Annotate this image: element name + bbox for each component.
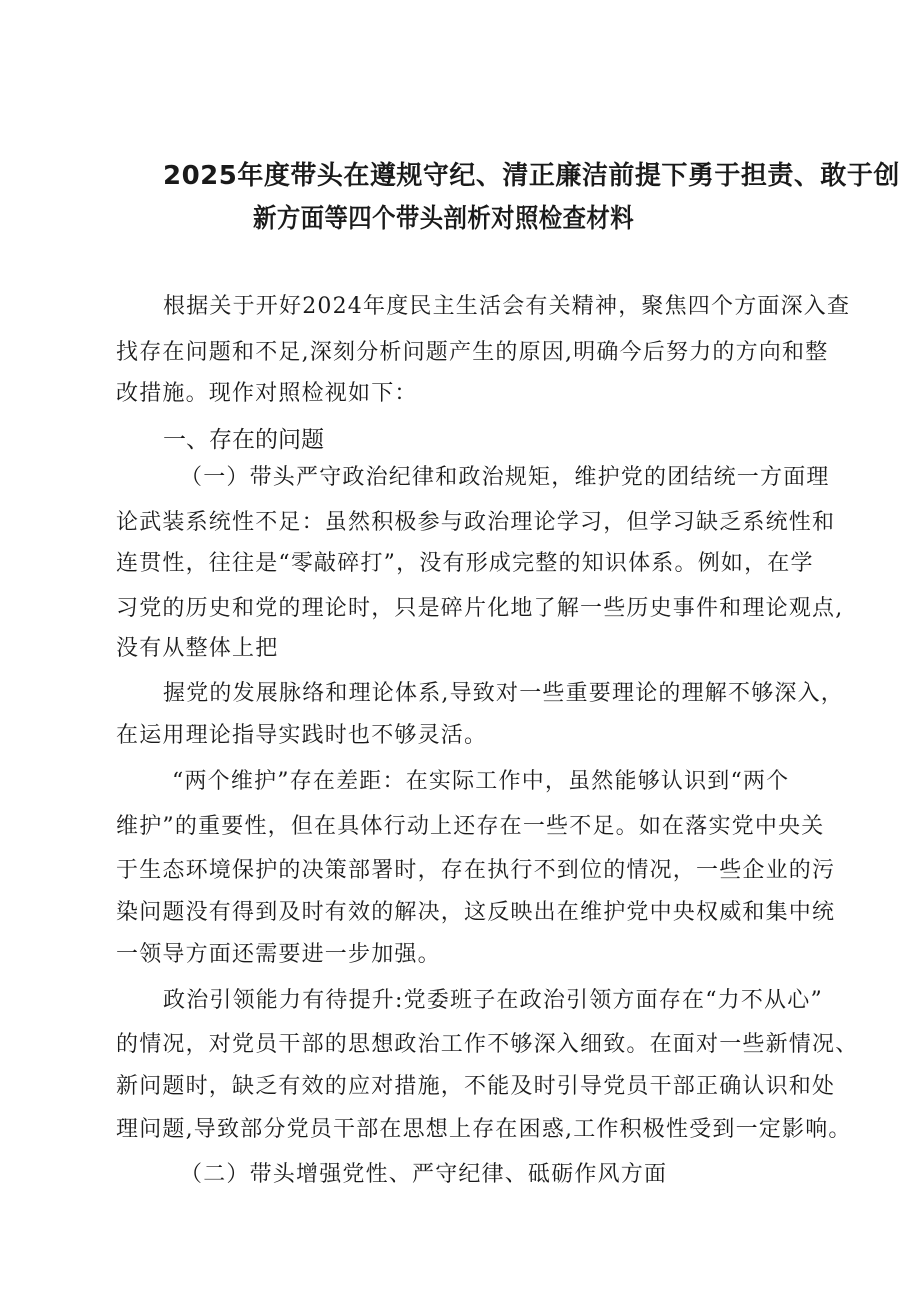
paragraph-line: 连贯性，往往是“零敲碎打”，没有形成完整的知识体系。例如，在学 — [116, 551, 814, 576]
paragraph-line: 的情况，对党员干部的思想政治工作不够深入细致。在面对一些新情况、 — [116, 1032, 859, 1057]
paragraph-line: 维护”的重要性，但在具体行动上还存在一些不足。如在落实党中央关 — [116, 814, 825, 839]
paragraph-line: 没有从整体上把 — [116, 636, 279, 661]
paragraph-line: 新问题时，缺乏有效的应对措施，不能及时引导党员干部正确认识和处 — [116, 1074, 836, 1099]
paragraph-line: （一）带头严守政治纪律和政治规矩，维护党的团结统一方面理 — [180, 465, 830, 490]
paragraph-line: 政治引领能力有待提升:党委班子在政治引领方面存在“力不从心” — [163, 988, 823, 1013]
document-title-line-2: 新方面等四个带头剖析对照检查材料 — [253, 204, 635, 234]
paragraph-line: 于生态环境保护的决策部署时，存在执行不到位的情况，一些企业的污 — [116, 858, 836, 883]
paragraph-line: “两个维护”存在差距：在实际工作中，虽然能够认识到“两个 — [172, 769, 790, 794]
paragraph-line: 一领导方面还需要进一步加强。 — [116, 942, 441, 967]
paragraph-line: 握党的发展脉络和理论体系,导致对一些重要理论的理解不够深入， — [163, 681, 844, 706]
document-title-line-1: 2025年度带头在遵规守纪、清正廉洁前提下勇于担责、敢于创 — [163, 161, 900, 191]
paragraph-line: 染问题没有得到及时有效的解决，这反映出在维护党中央权威和集中统 — [116, 900, 836, 925]
intro-line: 找存在问题和不足,深刻分析问题产生的原因,明确今后努力的方向和整 — [116, 340, 829, 365]
paragraph-line: 习党的历史和党的理论时，只是碎片化地了解一些历史事件和理论观点, — [116, 596, 844, 621]
paragraph-line: 在运用理论指导实践时也不够灵活。 — [116, 723, 488, 748]
paragraph-line: 论武装系统性不足：虽然积极参与政治理论学习，但学习缺乏系统性和 — [116, 510, 836, 535]
paragraph-line: 理问题,导致部分党员干部在思想上存在困惑,工作积极性受到一定影响。 — [116, 1117, 852, 1142]
section-heading: 一、存在的问题 — [163, 427, 324, 453]
paragraph-line: （二）带头增强党性、严守纪律、砥砺作风方面 — [180, 1162, 668, 1187]
intro-line: 根据关于开好2024年度民主生活会有关精神，聚焦四个方面深入查 — [163, 294, 851, 319]
intro-line: 改措施。现作对照检视如下： — [116, 381, 418, 406]
